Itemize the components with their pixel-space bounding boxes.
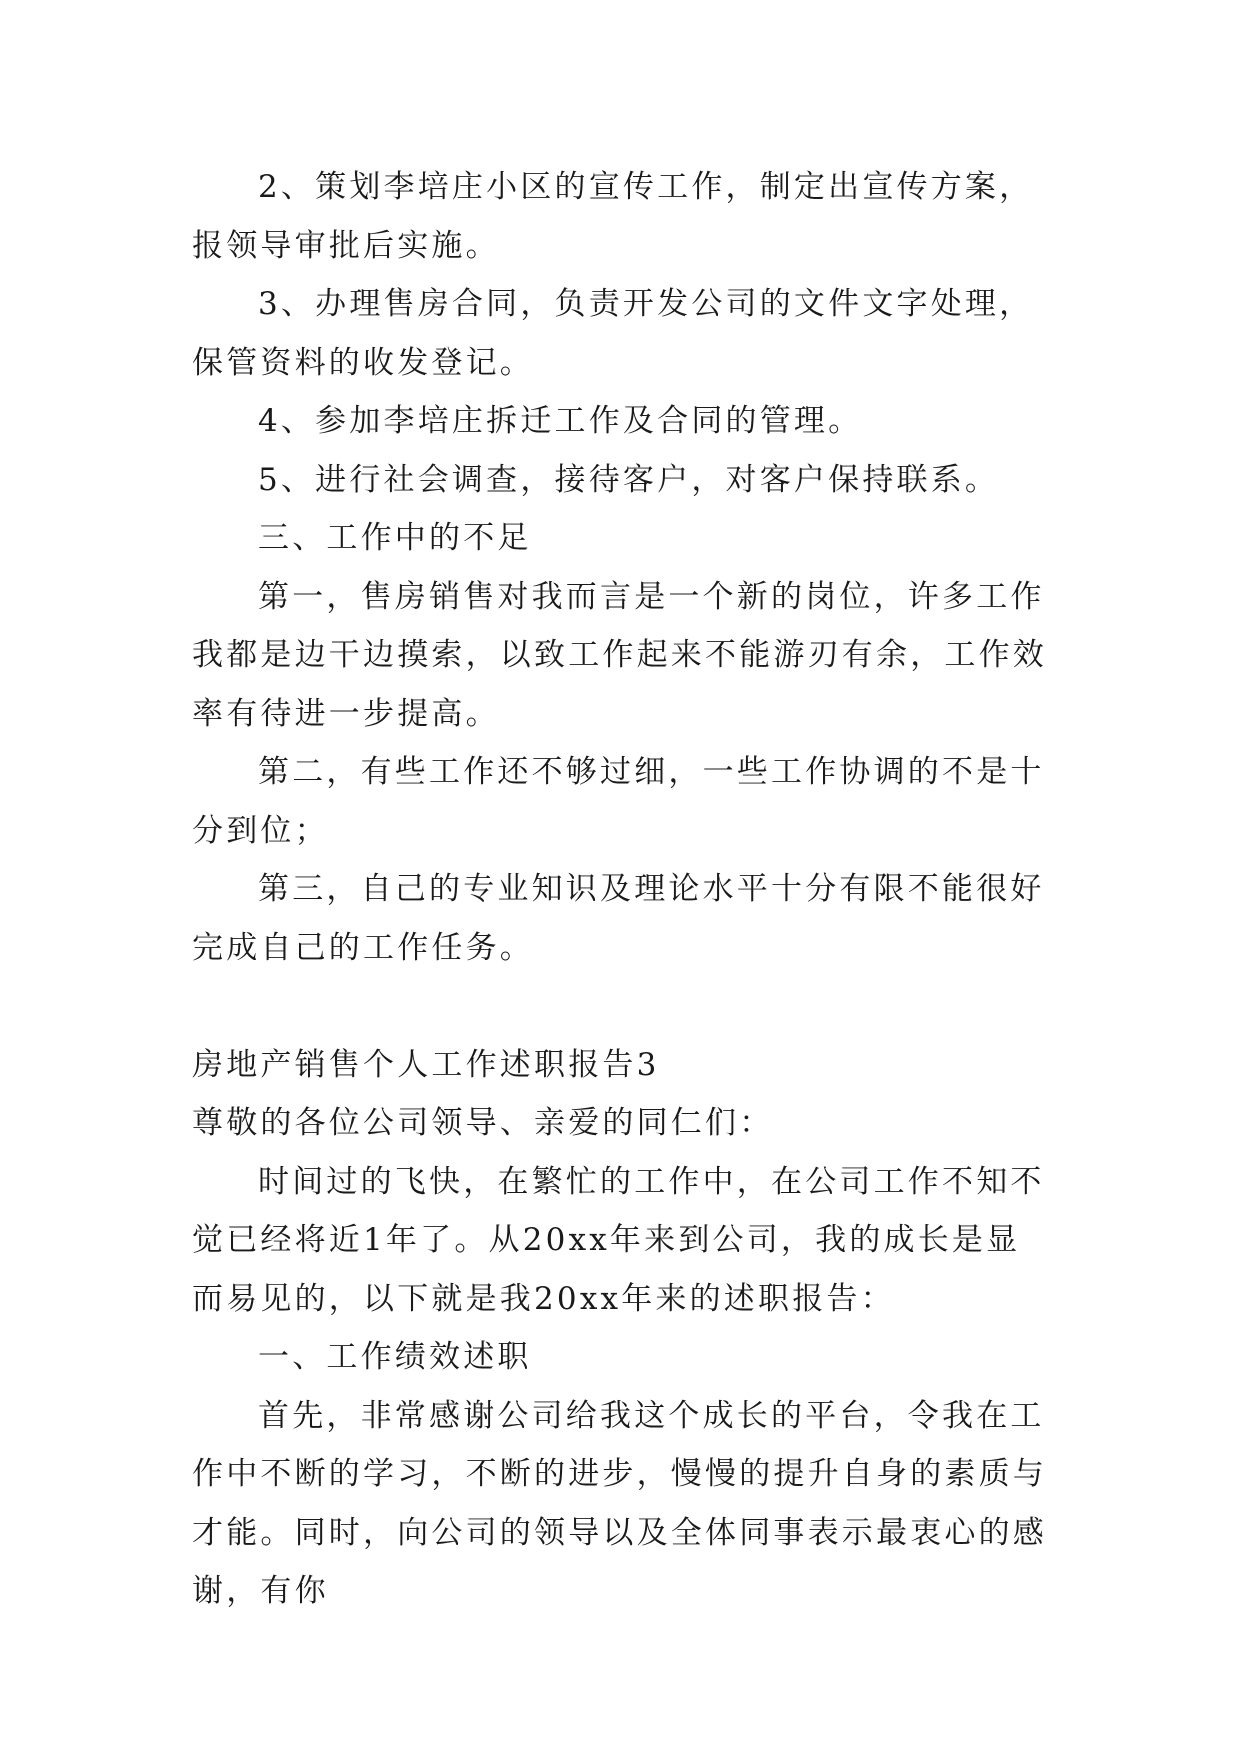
section-heading-performance: 一、工作绩效述职 [258, 1339, 532, 1375]
salutation: 尊敬的各位公司领导、亲爱的同仁们： [192, 1105, 774, 1141]
section-heading-shortcomings: 三、工作中的不足 [258, 520, 532, 556]
paragraph-third-shortcoming: 第三，自己的专业知识及理论水平十分有限不能很好完成自己的工作任务。 [192, 871, 1045, 966]
paragraph-item-3: 3、办理售房合同，负责开发公司的文件文字处理，保管资料的收发登记。 [192, 286, 1034, 381]
paragraph-intro: 时间过的飞快，在繁忙的工作中，在公司工作不知不觉已经将近1年了。从20xx年来到公司，我的成长是显而易见的，以下就是我20xx年来的述职报告： [192, 1163, 1045, 1317]
paragraph-item-4: 4、参加李培庄拆迁工作及合同的管理。 [258, 403, 863, 439]
blank-line [192, 977, 1052, 1036]
document-body [192, 158, 1052, 1621]
paragraph-thanks: 首先，非常感谢公司给我这个成长的平台，令我在工作中不断的学习，不断的进步，慢慢的提升自身的素质与才能。同时，向公司的领导以及全体同事表示最衷心的感谢，有你 [192, 1397, 1047, 1609]
paragraph-item-5: 5、进行社会调查，接待客户，对客户保持联系。 [258, 461, 1000, 498]
paragraph-item-2: 2、策划李培庄小区的宣传工作，制定出宣传方案，报领导审批后实施。 [192, 169, 1034, 264]
paragraph-first-shortcoming: 第一，售房销售对我而言是一个新的岗位，许多工作我都是边干边摸索，以致工作起来不能游刃有余，工作效率有待进一步提高。 [192, 578, 1047, 732]
paragraph-second-shortcoming: 第二，有些工作还不够过细，一些工作协调的不是十分到位； [192, 754, 1045, 849]
report-title: 房地产销售个人工作述职报告3 [192, 1046, 660, 1083]
